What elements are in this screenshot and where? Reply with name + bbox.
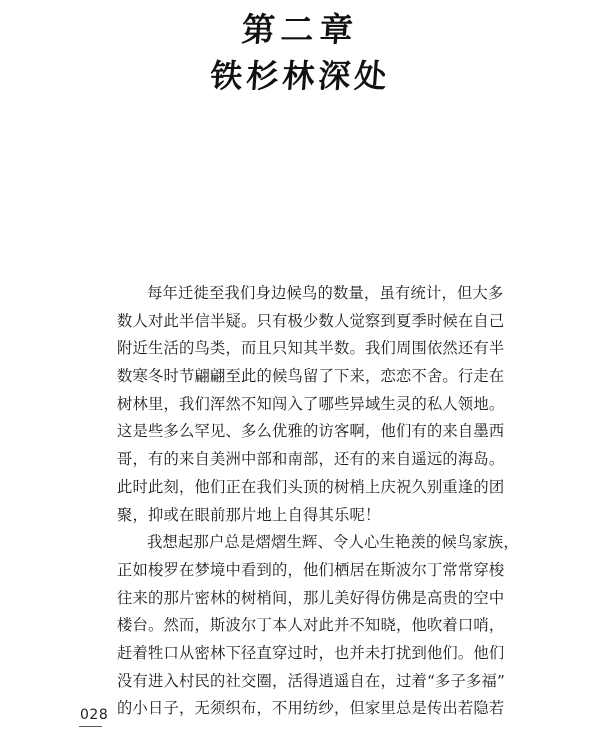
page-number: 028 <box>80 707 109 723</box>
text-line: 附近生活的鸟类，而且只知其半数。我们周围依然还有半 <box>117 339 505 358</box>
text-line: 往来的那片密林的树梢间，那儿美好得仿佛是高贵的空中 <box>117 588 505 607</box>
text-line: 没有进入村民的社交圈，活得逍遥自在，过着“多子多福” <box>117 671 505 690</box>
text-line: 聚，抑或在眼前那片地上自得其乐呢！ <box>117 505 381 524</box>
text-line: 赶着牲口从密林下径直穿过时，也并未打扰到他们。他们 <box>117 643 505 662</box>
chapter-title: 铁杉林深处 <box>209 57 392 95</box>
text-line: 每年迁徙至我们身边候鸟的数量，虽有统计，但大多 <box>147 284 504 302</box>
page-number-underline <box>79 726 102 727</box>
text-line: 这是些多么罕见、多么优雅的访客啊，他们有的来自墨西 <box>117 422 505 441</box>
text-line: 正如梭罗在梦境中看到的，他们栖居在斯波尔丁常常穿梭 <box>117 560 505 579</box>
body-text <box>117 280 519 723</box>
text-line: 哥，有的来自美洲中部和南部，还有的来自遥远的海岛。 <box>117 450 505 469</box>
text-line: 的小日子，无须织布，不用纺纱，但家里总是传出若隐若 <box>117 699 505 718</box>
text-line: 此时此刻，他们正在我们头顶的树梢上庆祝久别重逢的团 <box>117 477 505 496</box>
text-line: 我想起那户总是熠熠生辉、令人心生艳羡的候鸟家族， <box>147 533 519 552</box>
text-line: 树林里，我们浑然不知闯入了哪些异域生灵的私人领地。 <box>117 394 505 413</box>
chapter-number: 第二章 <box>240 10 361 49</box>
text-line: 楼台。然而，斯波尔丁本人对此并不知晓，他吹着口哨， <box>117 616 505 635</box>
text-line: 数寒冬时节翩翩至此的候鸟留了下来，恋恋不舍。行走在 <box>117 367 505 386</box>
text-line: 数人对此半信半疑。只有极少数人觉察到夏季时候在自己 <box>117 311 505 330</box>
